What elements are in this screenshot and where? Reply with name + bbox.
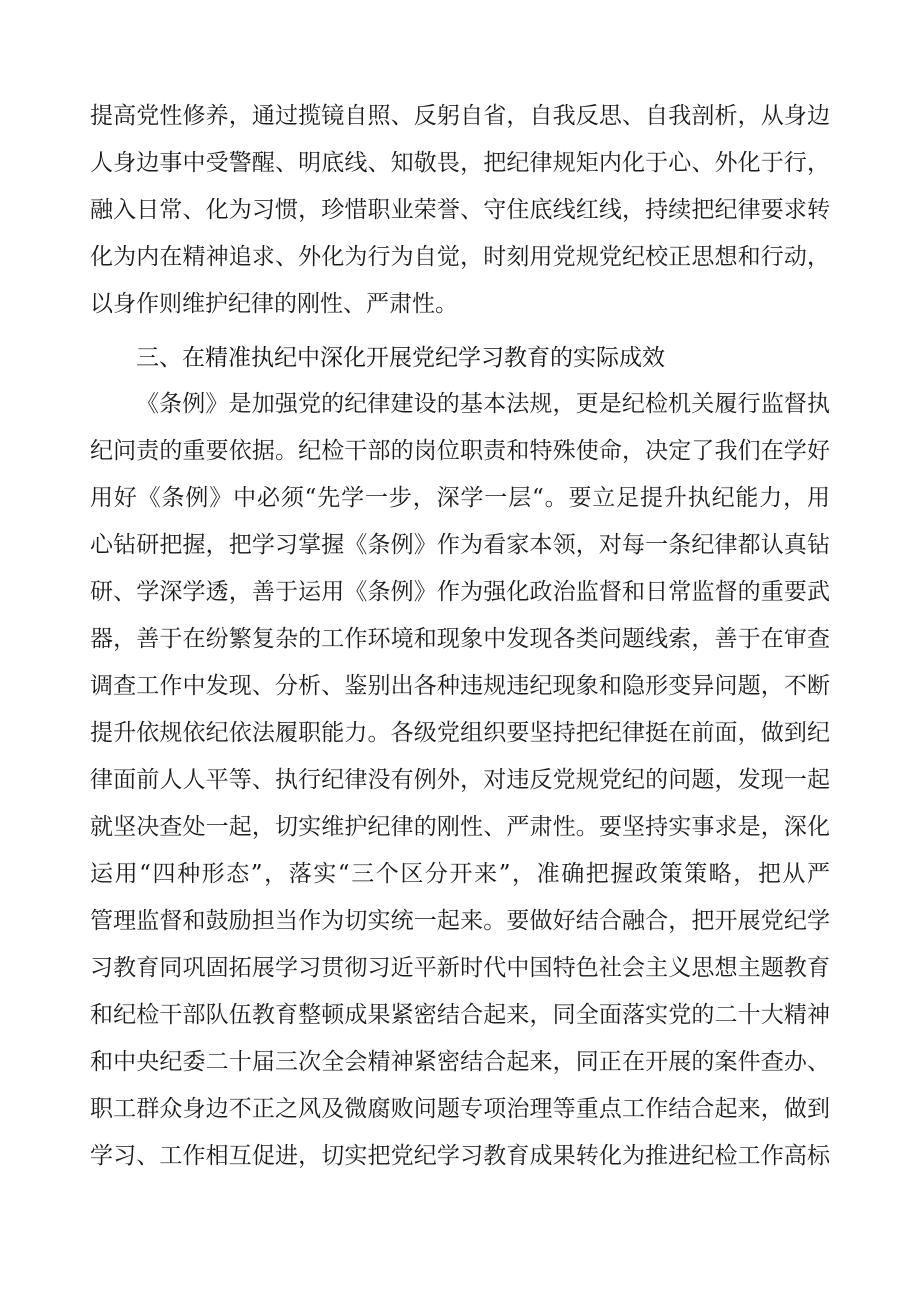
text-line: 提升依规依纪依法履职能力。各级党组织要坚持把纪律挺在前面，做到纪 (90, 720, 830, 746)
text-line: 调查工作中发现、分析、鉴别出各种违规违纪现象和隐形变异问题，不断 (90, 673, 830, 699)
text-line: 融入日常、化为习惯，珍惜职业荣誉、守住底线红线，持续把纪律要求转 (90, 197, 830, 223)
text-line: 就坚决查处一起，切实维护纪律的刚性、严肃性。要坚持实事求是，深化 (90, 814, 830, 840)
text-line: 以身作则维护纪律的刚性、严肃性。 (90, 291, 458, 317)
text-line: 和纪检干部队伍教育整顿成果紧密结合起来，同全面落实党的二十大精神 (90, 1002, 830, 1028)
text-line: 提高党性修养，通过揽镜自照、反躬自省，自我反思、自我剖析，从身边 (90, 103, 830, 129)
text-line: 和中央纪委二十届三次全会精神紧密结合起来，同正在开展的案件查办、 (90, 1049, 830, 1075)
text-line: 人身边事中受警醒、明底线、知敬畏，把纪律规矩内化于心、外化于行， (90, 150, 830, 176)
text-line: 用好《条例》中必须“先学一步，深学一层“。要立足提升执纪能力，用 (90, 485, 830, 511)
text-line: 管理监督和鼓励担当作为切实统一起来。要做好结合融合，把开展党纪学 (90, 908, 830, 934)
text-line: 研、学深学透，善于运用《条例》作为强化政治监督和日常监督的重要武 (90, 579, 830, 605)
text-line: 纪问责的重要依据。纪检干部的岗位职责和特殊使命，决定了我们在学好 (90, 438, 830, 464)
text-line: 心钻研把握，把学习掌握《条例》作为看家本领，对每一条纪律都认真钻 (90, 532, 830, 558)
text-line: 学习、工作相互促进，切实把党纪学习教育成果转化为推进纪检工作高标 (90, 1143, 830, 1169)
text-line: 习教育同巩固拓展学习贯彻习近平新时代中国特色社会主义思想主题教育 (90, 955, 830, 981)
text-line: 律面前人人平等、执行纪律没有例外，对违反党规党纪的问题，发现一起 (90, 767, 830, 793)
section-heading: 三、在精准执纪中深化开展党纪学习教育的实际成效 (136, 345, 665, 371)
text-line: 职工群众身边不正之风及微腐败问题专项治理等重点工作结合起来，做到 (90, 1096, 830, 1122)
text-line: 器，善于在纷繁复杂的工作环境和现象中发现各类问题线索，善于在审查 (90, 626, 830, 652)
text-line: 运用“四种形态”，落实“三个区分开来”，准确把握政策策略，把从严 (90, 861, 830, 887)
text-line: 化为内在精神追求、外化为行为自觉，时刻用党规党纪校正思想和行动， (90, 244, 830, 270)
text-line: 《条例》是加强党的纪律建设的基本法规，更是纪检机关履行监督执 (136, 391, 830, 417)
